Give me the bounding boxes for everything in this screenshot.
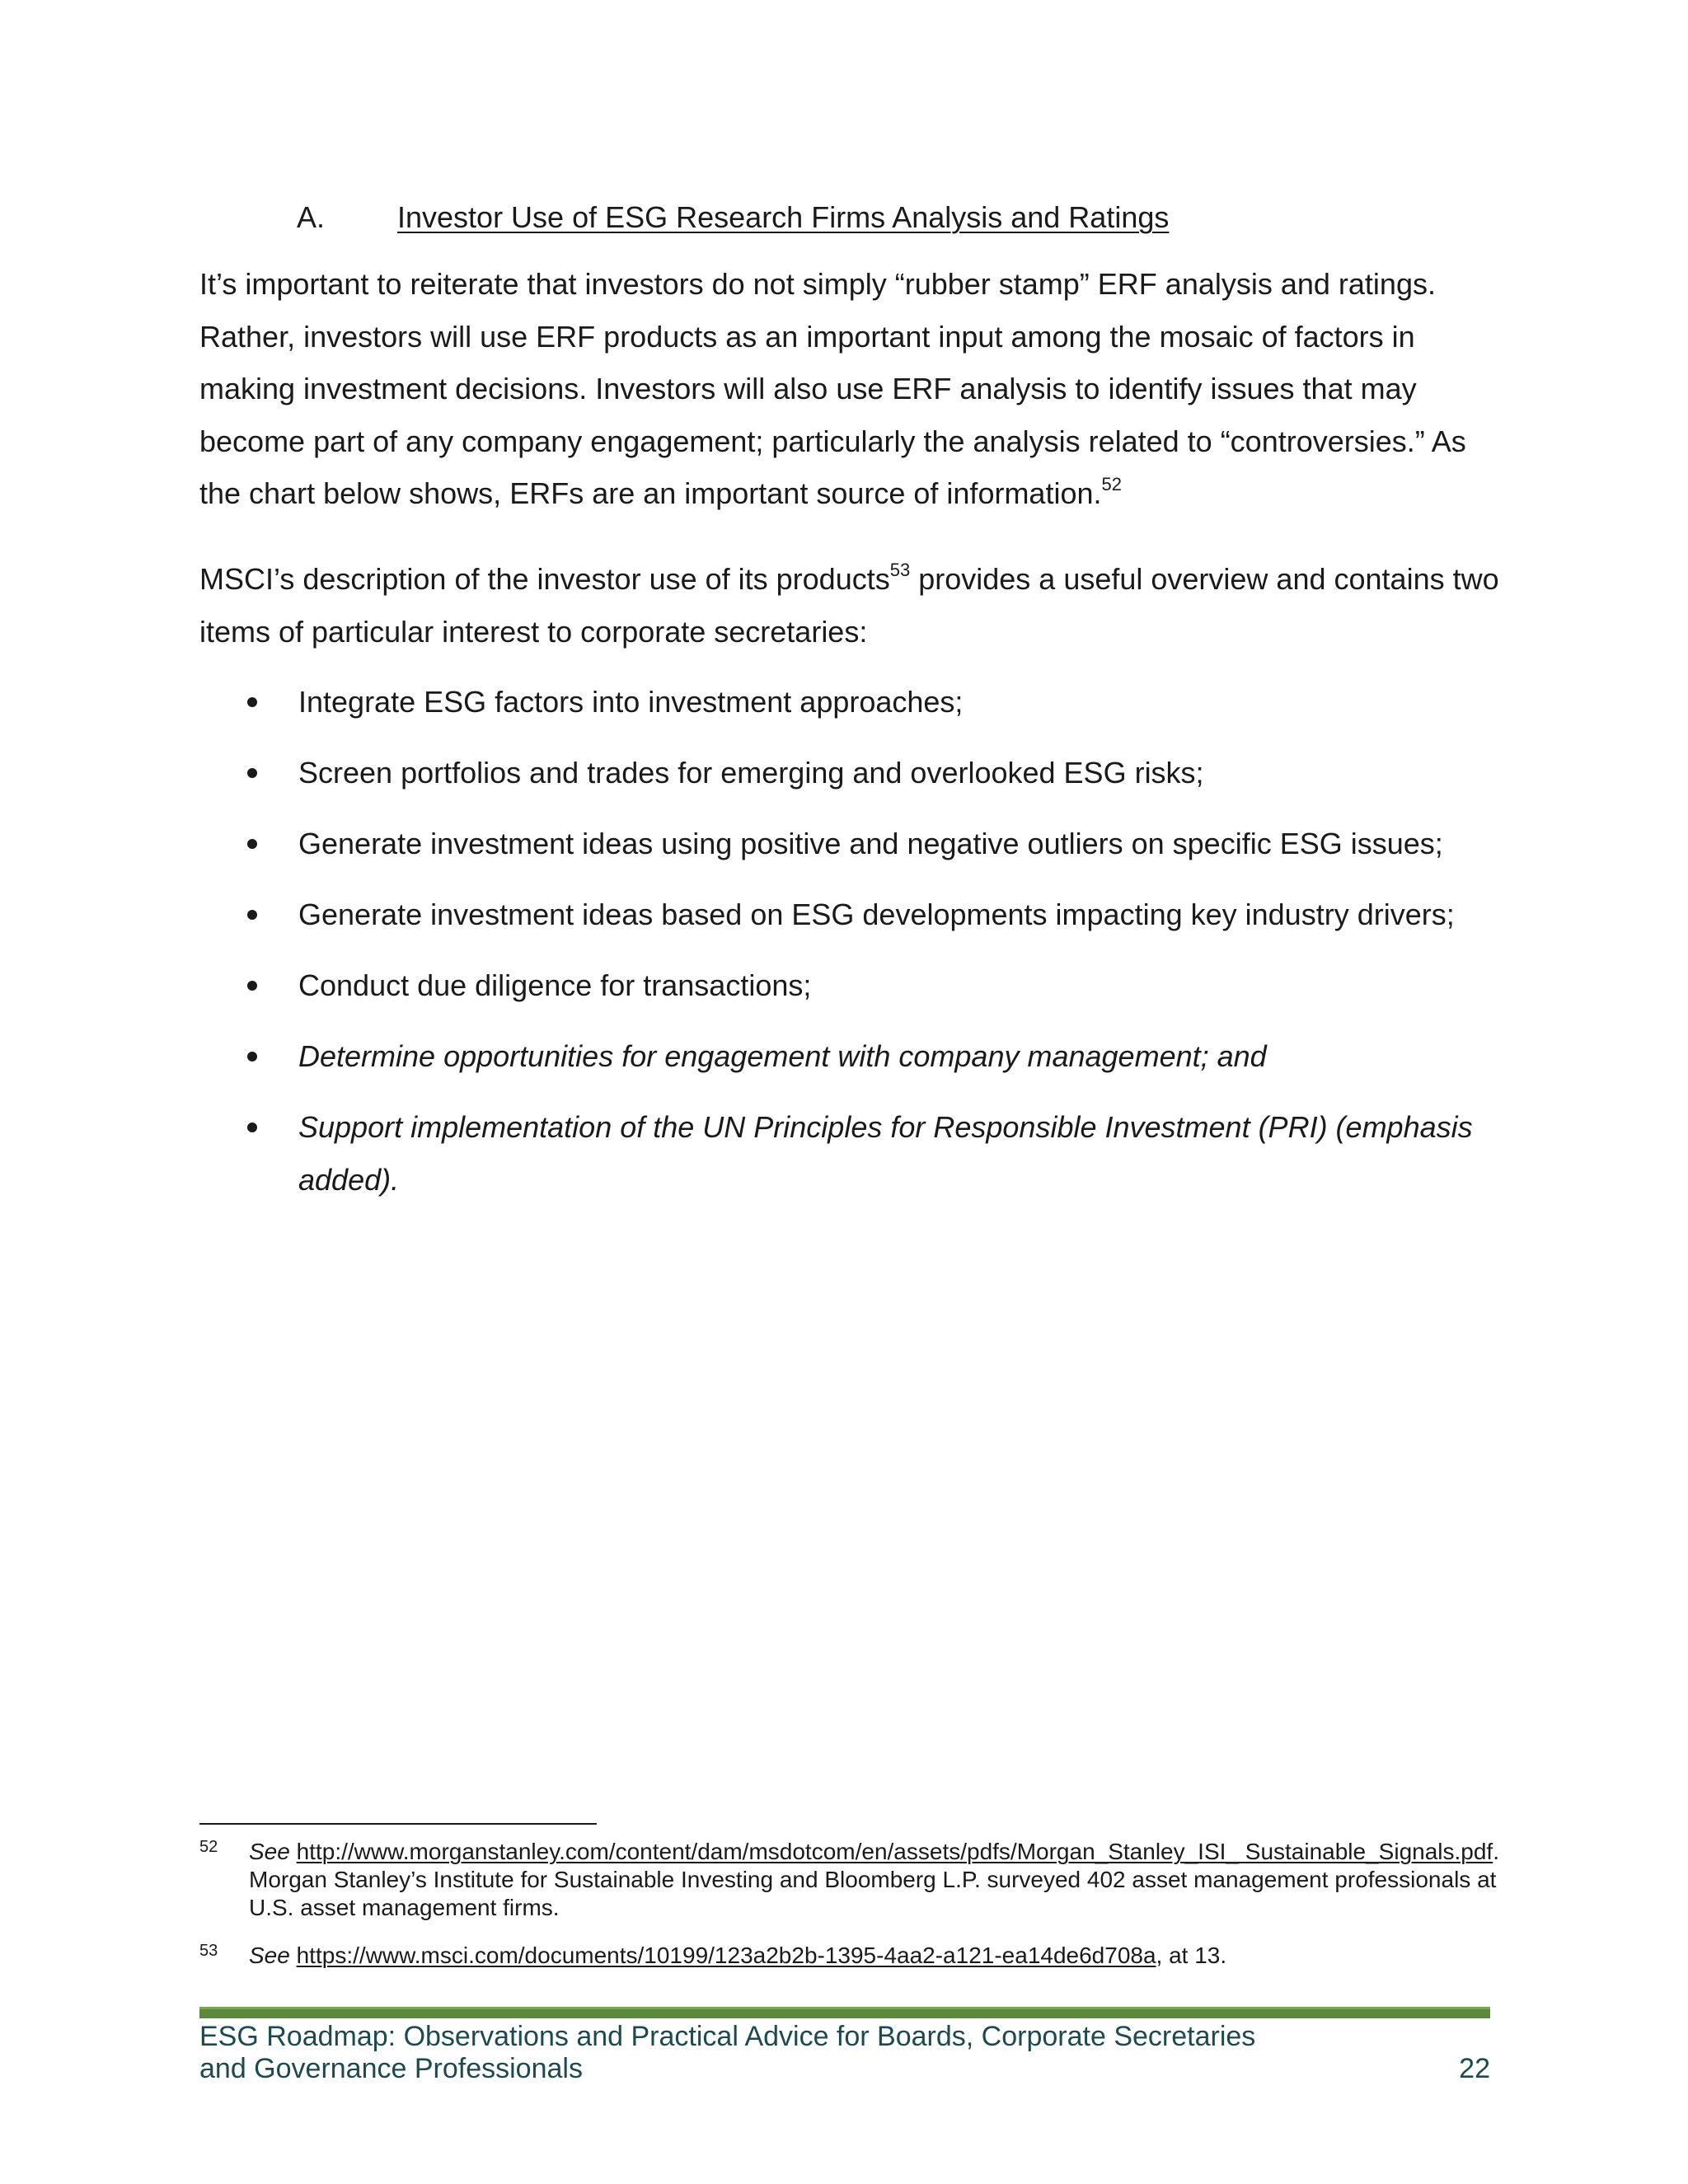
footnote-link[interactable]: http://www.morganstanley.com/content/dam/msdotcom/en/assets/pdfs/Morgan_Stanley_ISI_ Sustainable_Signals.pdf	[296, 1839, 1493, 1864]
footnote-ref-52[interactable]: 52	[1101, 474, 1122, 494]
paragraph-text-before: MSCI’s description of the investor use of its products	[199, 562, 890, 596]
list-item: Generate investment ideas using positive and negative outliers on specific ESG issues;	[247, 818, 1533, 870]
bullet-icon	[247, 768, 257, 778]
paragraph-text: It’s important to reiterate that investors do not simply “rubber stamp” ERF analysis and ratings. Rather, investors will use ERF products as an important input among the mosaic of factors in making investment decisions. Investors will also use ERF analysis to identify issues that may become part of any company engagement; particularly the analysis related to “controversies.” As the chart below shows, ERFs are an important source of information.	[199, 267, 1466, 510]
footer-title	[199, 2021, 1353, 2085]
paragraph-erf-usage	[199, 258, 1502, 520]
list-item: Support implementation of the UN Principles for Responsible Investment (PRI) (emphasis added).	[247, 1101, 1533, 1206]
list-item: Generate investment ideas based on ESG developments impacting key industry drivers;	[247, 888, 1533, 941]
bullet-icon	[247, 839, 257, 849]
footer-line-1: ESG Roadmap: Observations and Practical Advice for Boards, Corporate Secretaries	[199, 2021, 1256, 2052]
list-item: Integrate ESG factors into investment approaches;	[247, 676, 1533, 729]
page-number: 22	[1459, 2053, 1490, 2084]
bullet-icon	[247, 1122, 257, 1132]
footer-line-2: and Governance Professionals	[199, 2053, 583, 2084]
footnote-see: See	[249, 1943, 290, 1968]
footnote-divider	[199, 1823, 597, 1825]
section-heading	[297, 198, 1169, 237]
list-item: Conduct due diligence for transactions;	[247, 959, 1533, 1012]
footnote-53	[199, 1942, 1502, 1970]
footnote-52	[199, 1838, 1502, 1922]
footnote-text: . Morgan Stanley’s Institute for Sustainable Investing and Bloomberg L.P. surveyed 402 asset management professionals at U.S. asset management firms.	[249, 1839, 1499, 1920]
paragraph-msci-description	[199, 553, 1502, 658]
section-title: Investor Use of ESG Research Firms Analysis and Ratings	[397, 200, 1170, 234]
investor-use-list	[247, 676, 1533, 1225]
bullet-icon	[247, 981, 257, 991]
footnote-number: 53	[199, 1942, 218, 1960]
bullet-icon	[247, 697, 257, 707]
bullet-icon	[247, 910, 257, 920]
footnote-ref-53[interactable]: 53	[889, 560, 911, 580]
list-item: Screen portfolios and trades for emerging and overlooked ESG risks;	[247, 747, 1533, 799]
footnote-link[interactable]: https://www.msci.com/documents/10199/123a2b2b-1395-4aa2-a121-ea14de6d708a	[296, 1943, 1156, 1968]
bullet-icon	[247, 1052, 257, 1062]
paragraph-text-after: provides a useful overview and contains two items of particular interest to corporate secretaries:	[199, 562, 1499, 649]
footnote-body	[249, 1838, 1502, 1922]
section-letter: A.	[297, 200, 326, 234]
footnote-text: , at 13.	[1156, 1943, 1227, 1968]
list-item: Determine opportunities for engagement with company management; and	[247, 1030, 1533, 1083]
footnote-body	[249, 1942, 1502, 1970]
footnote-number: 52	[199, 1838, 218, 1856]
footnote-see: See	[249, 1839, 290, 1864]
footer-divider-bar	[199, 2007, 1490, 2018]
